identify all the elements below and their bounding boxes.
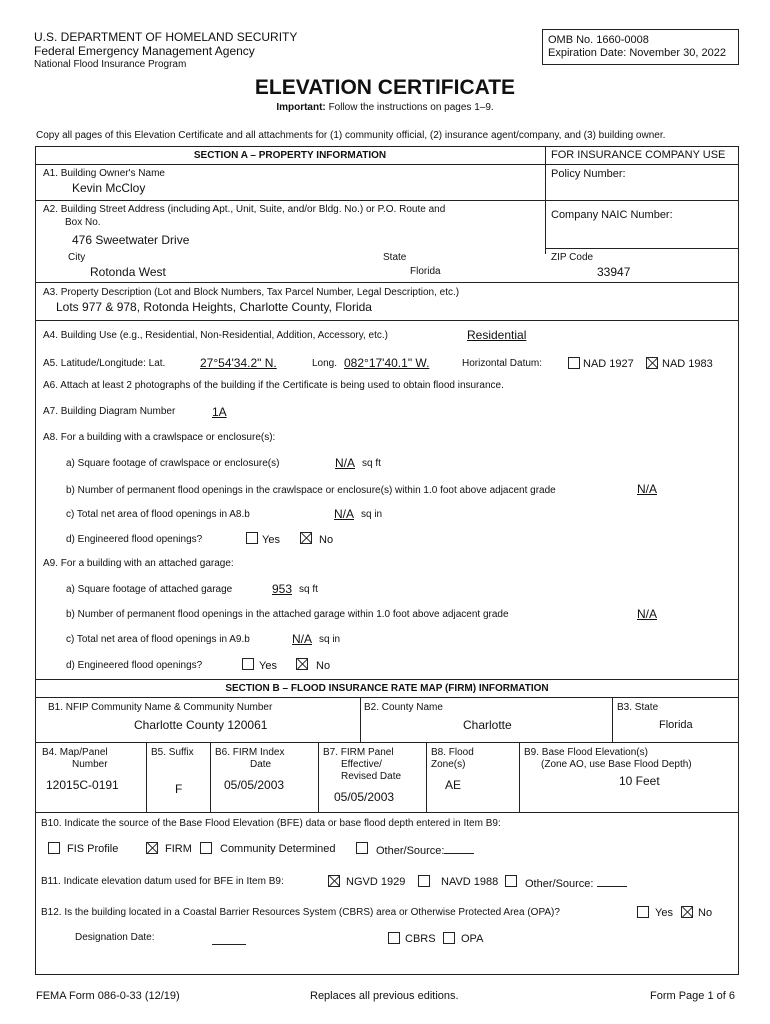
divider [210,742,211,812]
b11-ngvd-label: NGVD 1929 [346,876,406,888]
divider [519,742,520,812]
a9d-no-checkbox[interactable] [296,658,308,670]
program-name: National Flood Insurance Program [34,59,187,70]
a8c-value[interactable]: N/A [334,507,355,521]
divider [35,200,739,201]
important-label: Important: [276,102,326,113]
section-b-heading: SECTION B – FLOOD INSURANCE RATE MAP (FIRM) INFORMATION [225,683,549,694]
b6-firm-index-date[interactable]: 05/05/2003 [224,778,285,792]
b11-label: B11. Indicate elevation datum used for BFE in Item B9: [41,876,284,887]
a9a-value[interactable]: 953 [272,582,293,596]
a9c-value[interactable]: N/A [292,632,313,646]
a1-label: A1. Building Owner's Name [43,168,165,179]
agency-name: Federal Emergency Management Agency [34,44,255,58]
b7-label-line2: Effective/ [341,759,382,770]
b6-label-line2: Date [250,759,272,770]
a9c-unit: sq in [319,634,341,645]
a2-label-line1: A2. Building Street Address (including Apt., Unit, Suite, and/or Bldg. No.) or P.O. Route and [43,204,446,215]
cbrs-label: CBRS [405,933,436,945]
b11-other-blank[interactable] [597,876,627,887]
nad1927-checkbox[interactable] [568,357,580,369]
b7-label-line3: Revised Date [341,771,402,782]
a9d-no-label: No [316,660,331,672]
b1-community[interactable]: Charlotte County 120061 [134,718,268,732]
a5-longitude[interactable]: 082°17'40.1" W. [344,356,430,370]
b12-no-label: No [698,907,713,919]
replaces-note: Replaces all previous editions. [310,990,459,1002]
b2-county[interactable]: Charlotte [463,718,512,732]
a5-longitude-label: Long. [312,358,338,369]
b10-firm-label: FIRM [165,843,192,855]
b9-base-flood-elevation[interactable]: 10 Feet [619,774,660,788]
a9d-yes-label: Yes [259,660,277,672]
a8c-label: c) Total net area of flood openings in A8.b [66,509,250,520]
a9d-yes-checkbox[interactable] [242,658,254,670]
insurance-use-heading: FOR INSURANCE COMPANY USE [551,149,726,161]
a8b-value[interactable]: N/A [637,482,658,496]
department-name: U.S. DEPARTMENT OF HOMELAND SECURITY [34,30,298,44]
naic-number-label: Company NAIC Number: [551,209,673,221]
divider [35,697,739,698]
divider [35,320,739,321]
a2-street-address[interactable]: 476 Sweetwater Drive [72,233,190,247]
b10-fis-profile-checkbox[interactable] [48,842,60,854]
a8d-yes-checkbox[interactable] [246,532,258,544]
divider [35,282,739,283]
divider [35,812,739,813]
opa-checkbox[interactable] [443,932,455,944]
b11-ngvd-checkbox[interactable] [328,875,340,887]
b11-other-text: Other/Source: [525,878,594,890]
b9-label-line1: B9. Base Flood Elevation(s) [524,747,648,758]
a9-label: A9. For a building with an attached garage: [43,558,234,569]
b12-no-checkbox[interactable] [681,906,693,918]
a7-diagram-number[interactable]: 1A [212,405,227,419]
a8b-label: b) Number of permanent flood openings in the crawlspace or enclosure(s) within 1.0 foot above adjacent grade [66,485,556,496]
divider [35,679,739,680]
a5-label: A5. Latitude/Longitude: Lat. [43,358,166,369]
nad1983-checkbox[interactable] [646,357,658,369]
designation-date-blank[interactable] [212,932,246,950]
a5-latitude[interactable]: 27°54'34.2" N. [200,356,277,370]
b12-yes-checkbox[interactable] [637,906,649,918]
opa-label: OPA [461,933,484,945]
page-number: Form Page 1 of 6 [650,990,735,1002]
b11-other-checkbox[interactable] [505,875,517,887]
important-note [0,102,770,113]
a8a-label: a) Square footage of crawlspace or enclosure(s) [66,458,280,469]
city-value[interactable]: Rotonda West [90,265,166,279]
b5-label: B5. Suffix [151,747,194,758]
nad1983-label: NAD 1983 [662,358,713,370]
b2-label: B2. County Name [364,702,443,713]
a6-label: A6. Attach at least 2 photographs of the building if the Certificate is being used to obtain flood insurance. [43,380,504,391]
divider [318,742,319,812]
city-label: City [68,252,86,263]
a9b-value[interactable]: N/A [637,607,658,621]
page-title: ELEVATION CERTIFICATE [254,76,516,99]
a8c-unit: sq in [361,509,383,520]
designation-date-label: Designation Date: [75,932,155,943]
form-number: FEMA Form 086-0-33 (12/19) [36,990,180,1002]
b6-label-line1: B6. FIRM Index [215,747,285,758]
a4-building-use[interactable]: Residential [467,328,527,342]
state-label: State [383,252,407,263]
divider [545,248,739,249]
b4-label-line2: Number [72,759,108,770]
zip-label: ZIP Code [551,252,594,263]
b1-label: B1. NFIP Community Name & Community Number [48,702,273,713]
a5-datum-label: Horizontal Datum: [462,358,543,369]
a8d-no-label: No [319,534,334,546]
b10-community-label: Community Determined [220,843,336,855]
divider [35,164,739,165]
expiration-date: Expiration Date: November 30, 2022 [548,47,726,59]
a2-label-line2: Box No. [65,217,101,228]
b10-other-text: Other/Source: [376,845,445,857]
b8-flood-zone[interactable]: AE [445,778,462,792]
a9c-label: c) Total net area of flood openings in A9.b [66,634,250,645]
b3-label: B3. State [617,702,659,713]
divider [426,742,427,812]
b10-label: B10. Indicate the source of the Base Flood Elevation (BFE) data or base flood depth entered in Item B9: [41,818,501,829]
nad1927-label: NAD 1927 [583,358,634,370]
b4-map-panel[interactable]: 12015C-0191 [46,778,119,792]
a4-label: A4. Building Use (e.g., Residential, Non-Residential, Addition, Accessory, etc.) [43,330,388,341]
b10-fis-profile-label: FIS Profile [67,843,119,855]
b5-suffix[interactable]: F [175,782,183,796]
a8a-unit: sq ft [362,458,381,469]
a3-property-description[interactable]: Lots 977 & 978, Rotonda Heights, Charlotte County, Florida [56,300,372,314]
b8-label-line2: Zone(s) [431,759,466,770]
section-a-heading: SECTION A – PROPERTY INFORMATION [193,150,387,161]
important-text: Follow the instructions on pages 1–9. [328,102,494,113]
a9b-label: b) Number of permanent flood openings in the attached garage within 1.0 foot above adjacent grade [66,609,509,620]
b10-other-label [376,843,474,857]
divider [360,697,361,742]
b10-other-checkbox[interactable] [356,842,368,854]
a9a-label: a) Square footage of attached garage [66,584,233,595]
b9-label-line2: (Zone AO, use Base Flood Depth) [541,759,692,770]
a7-label: A7. Building Diagram Number [43,406,176,417]
divider [35,742,739,743]
a9d-label: d) Engineered flood openings? [66,660,203,671]
b11-navd-label: NAVD 1988 [441,876,499,888]
b10-community-checkbox[interactable] [200,842,212,854]
a3-label: A3. Property Description (Lot and Block Numbers, Tax Parcel Number, Legal Description, etc.) [43,287,460,298]
b11-other-label [525,876,627,890]
b12-yes-label: Yes [655,907,673,919]
b12-label: B12. Is the building located in a Coastal Barrier Resources System (CBRS) area or Otherwise Protected Area (OPA)? [41,907,560,918]
b8-label-line1: B8. Flood [431,747,474,758]
divider [612,697,613,742]
a8d-label: d) Engineered flood openings? [66,534,203,545]
policy-number-label: Policy Number: [551,168,626,180]
b11-navd-checkbox[interactable] [418,875,430,887]
omb-number: OMB No. 1660-0008 [548,34,649,46]
a9a-unit: sq ft [299,584,318,595]
a8a-value[interactable]: N/A [335,456,356,470]
b10-firm-checkbox[interactable] [146,842,158,854]
a1-owner-name[interactable]: Kevin McCloy [72,181,146,195]
copy-instructions: Copy all pages of this Elevation Certificate and all attachments for (1) community official, (2) insurance agent/company, and (3) building owner. [36,130,666,141]
divider [146,742,147,812]
b3-state[interactable]: Florida [659,719,693,731]
zip-value[interactable]: 33947 [597,265,631,279]
cbrs-checkbox[interactable] [388,932,400,944]
a8d-yes-label: Yes [262,534,280,546]
b4-label-line1: B4. Map/Panel [42,747,108,758]
state-value[interactable]: Florida [410,266,441,277]
a8-label: A8. For a building with a crawlspace or enclosure(s): [43,432,276,443]
a8d-no-checkbox[interactable] [300,532,312,544]
b7-effective-date[interactable]: 05/05/2003 [334,790,395,804]
b10-other-blank[interactable] [444,843,474,854]
b7-label-line1: B7. FIRM Panel [323,747,394,758]
